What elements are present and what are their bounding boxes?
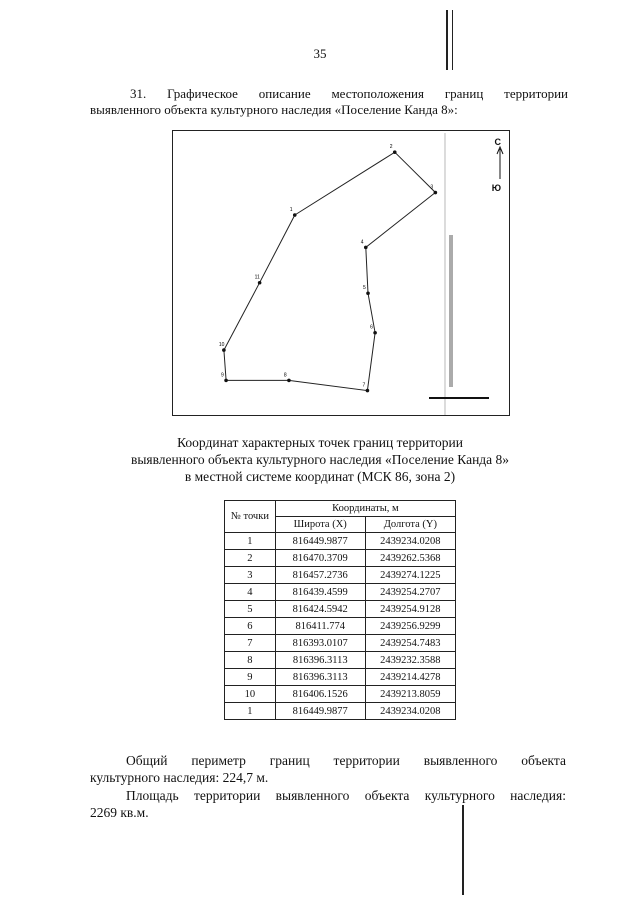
table-row [225,686,456,703]
boundary-point [393,150,397,154]
table-row [225,652,456,669]
compass-south-label: Ю [491,183,501,193]
compass-north-label: С [494,137,501,147]
north-arrow-icon [497,147,503,179]
page-number: 35 [313,46,327,61]
point-number-cell: 10 [225,686,276,703]
latitude-cell: 816449.9877 [275,703,365,720]
longitude-cell: 2439234.0208 [365,533,455,550]
latitude-cell: 816470.3709 [275,550,365,567]
point-label: 2 [389,144,393,151]
point-label: 5 [363,285,366,292]
point-number-cell: 1 [225,703,276,720]
boundary-point [224,379,228,383]
boundary-point [366,291,370,295]
boundary-map [172,130,510,416]
table-row [225,567,456,584]
point-number-cell: 4 [225,584,276,601]
boundary-point [222,348,226,352]
table-row [225,601,456,618]
area-line-2: 2269 кв.м. [90,805,149,820]
latitude-cell: 816457.2736 [275,567,365,584]
latitude-cell: 816396.3113 [275,669,365,686]
point-number-cell: 1 [225,533,276,550]
point-number-cell: 6 [225,618,276,635]
heading-line-1: 31. Графическое описание местоположения границ территории [130,86,568,101]
perimeter-line-2: культурного наследия: 224,7 м. [90,770,269,785]
scan-margin-line [452,10,453,70]
point-label: 8 [283,372,287,379]
boundary-point [258,281,262,285]
longitude-cell: 2439232.3588 [365,652,455,669]
latitude-cell: 816393.0107 [275,635,365,652]
point-number-cell: 7 [225,635,276,652]
coordinates-title-line-1: Координат характерных точек границ территории [177,435,463,450]
latitude-cell: 816406.1526 [275,686,365,703]
longitude-cell: 2439256.9299 [365,618,455,635]
table-row [225,635,456,652]
perimeter-line-1: Общий периметр границ территории выявленного объекта [126,753,566,768]
table-row [225,584,456,601]
point-label: 1 [289,206,293,213]
boundary-point [373,331,377,335]
scale-bar [429,397,489,399]
latitude-cell: 816411.774 [275,618,365,635]
longitude-cell: 2439254.2707 [365,584,455,601]
latitude-cell: 816424.5942 [275,601,365,618]
boundary-point [287,379,291,383]
coordinates-title-line-3: в местной системе координат (МСК 86, зона 2) [184,469,456,484]
longitude-cell: 2439274.1225 [365,567,455,584]
heading-line-2: выявленного объекта культурного наследия «Поселение Канда 8»: [90,102,458,117]
point-number-cell: 3 [225,567,276,584]
point-label: 7 [362,382,366,389]
latitude-cell: 816396.3113 [275,652,365,669]
boundary-line [224,152,436,390]
header-latitude: Широта (X) [275,517,365,533]
header-coordinates: Координаты, м [275,501,455,517]
longitude-cell: 2439214.4278 [365,669,455,686]
coordinates-table [224,500,456,720]
area-paragraph [90,787,566,821]
coordinates-title [0,434,640,485]
point-label: 4 [360,239,364,246]
point-number-cell: 2 [225,550,276,567]
table-row [225,550,456,567]
map-hatch-strip [449,235,453,387]
longitude-cell: 2439262.5368 [365,550,455,567]
longitude-cell: 2439213.8059 [365,686,455,703]
point-number-cell: 5 [225,601,276,618]
perimeter-paragraph [90,752,566,786]
longitude-cell: 2439234.0208 [365,703,455,720]
area-line-1: Площадь территории выявленного объекта культурного наследия: [126,788,566,803]
boundary-point [293,213,297,217]
longitude-cell: 2439254.7483 [365,635,455,652]
header-point: № точки [225,501,276,533]
table-row [225,618,456,635]
scan-margin-line [446,10,448,70]
point-number-cell: 9 [225,669,276,686]
table-row [225,669,456,686]
table-row [225,533,456,550]
point-number-cell: 8 [225,652,276,669]
point-label: 10 [218,342,225,349]
scan-margin-line [462,805,464,895]
boundary-point [364,246,368,250]
boundary-point [434,191,438,195]
point-label: 11 [254,274,260,281]
latitude-cell: 816439.4599 [275,584,365,601]
longitude-cell: 2439254.9128 [365,601,455,618]
point-label: 9 [221,372,224,379]
map-drawing [173,131,511,417]
table-row [225,703,456,720]
header-longitude: Долгота (Y) [365,517,455,533]
coordinates-title-line-2: выявленного объекта культурного наследия «Поселение Канда 8» [130,452,510,467]
point-label: 3 [430,184,434,191]
section-heading [90,86,568,118]
latitude-cell: 816449.9877 [275,533,365,550]
point-label: 6 [370,324,373,331]
boundary-point [366,389,370,393]
